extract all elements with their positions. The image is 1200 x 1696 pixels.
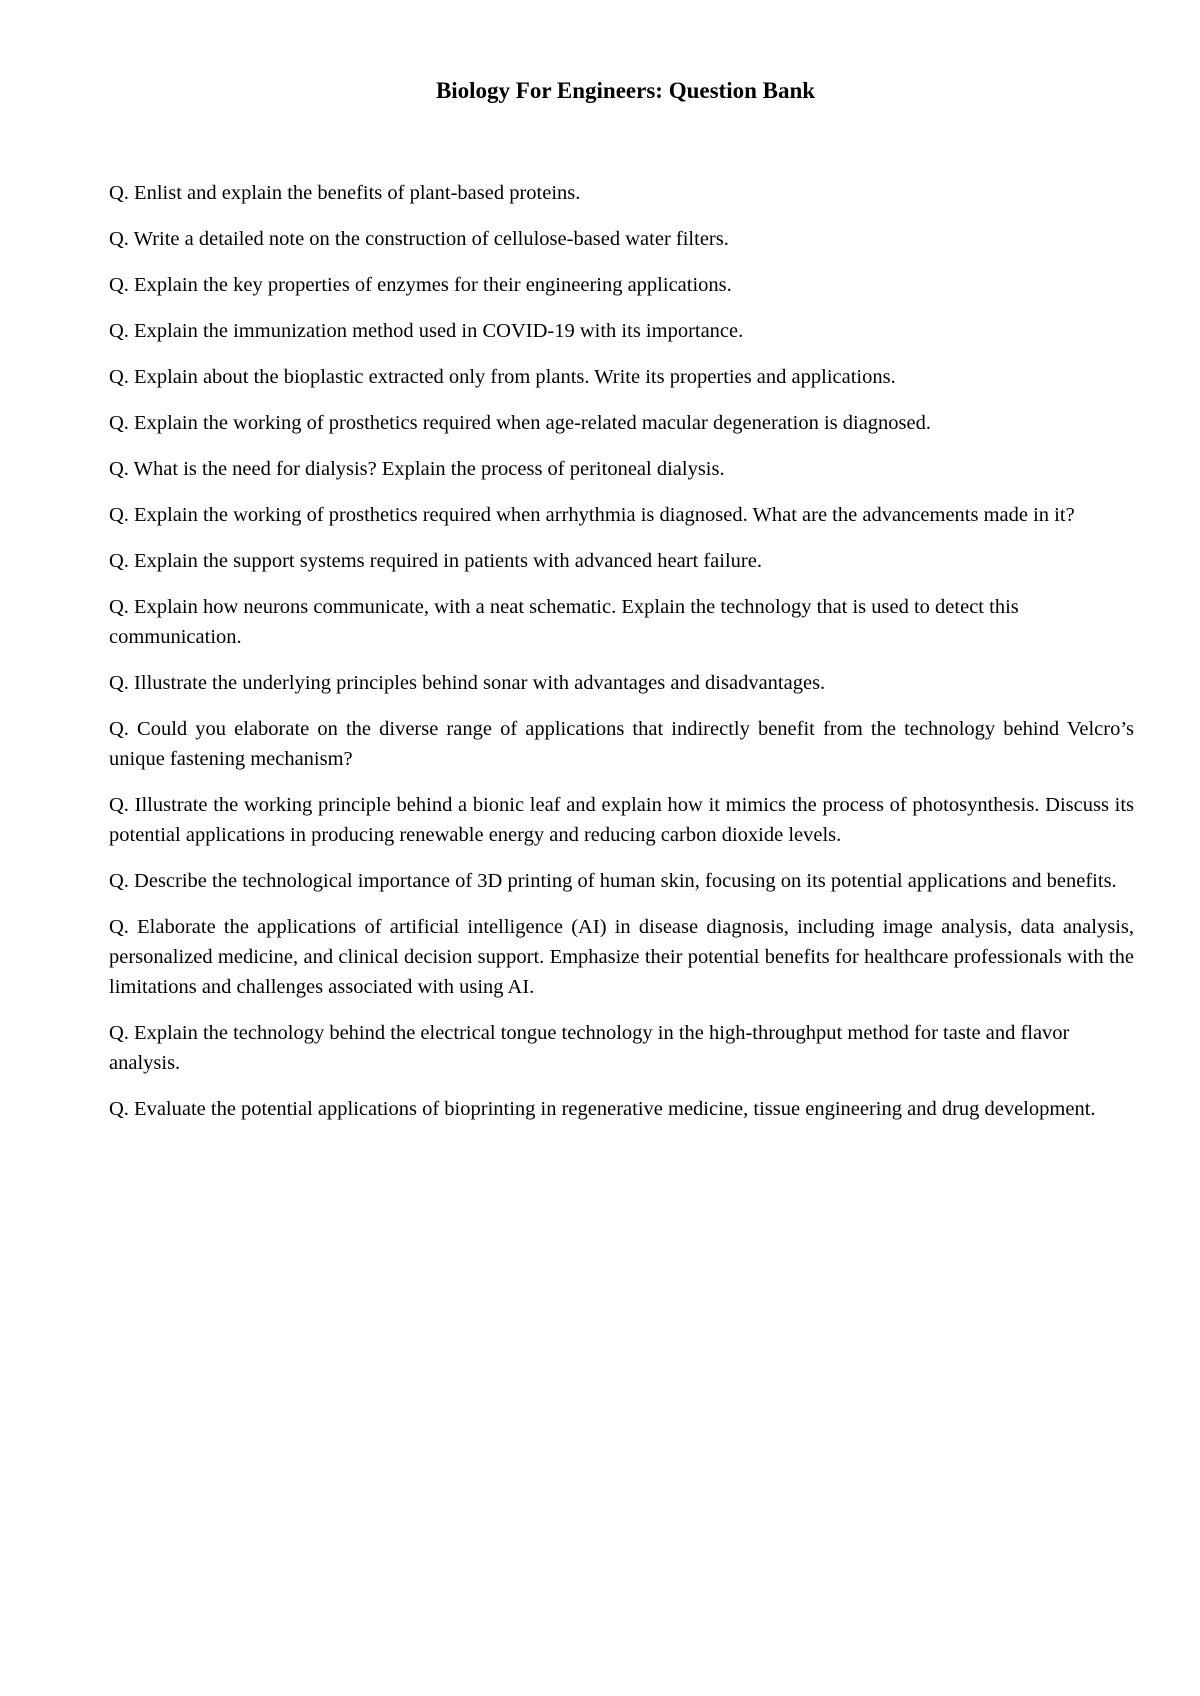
question-item: Q. Write a detailed note on the construction of cellulose-based water filters. [109,228,729,250]
question-item: Q. Explain the key properties of enzymes for their engineering applications. [109,274,732,296]
document-title: Biology For Engineers: Question Bank [435,78,816,103]
question-item: Q. Explain about the bioplastic extracted only from plants. Write its properties and applications. [109,366,896,388]
question-item: Q. Enlist and explain the benefits of plant-based proteins. [109,182,581,204]
question-item: Q. Evaluate the potential applications of bioprinting in regenerative medicine, tissue engineering and drug development. [109,1098,1096,1120]
question-item: Q. Illustrate the underlying principles behind sonar with advantages and disadvantages. [109,672,826,694]
question-item: Q. Elaborate the applications of artificial intelligence (AI) in disease diagnosis, including image analysis, data analysis, personalized medicine, and clinical decision support. Emphasize their potential benefits for healthcare professionals with the limitations and challenges associated with using AI. [109,916,1134,998]
question-item: Q. Explain the technology behind the electrical tongue technology in the high-throughput method for taste and flavor analysis. [109,1022,1070,1074]
question-list [109,178,1134,1124]
question-item: Q. Explain the working of prosthetics required when arrhythmia is diagnosed. What are the advancements made in it? [109,504,1075,526]
question-item: Q. Illustrate the working principle behind a bionic leaf and explain how it mimics the process of photosynthesis. Discuss its potential applications in producing renewable energy and reducing carbon dioxide levels. [109,794,1134,846]
question-item: Q. Could you elaborate on the diverse range of applications that indirectly benefit from the technology behind Velcro’s unique fastening mechanism? [109,718,1134,770]
question-item: Q. Explain how neurons communicate, with a neat schematic. Explain the technology that is used to detect this communication. [109,596,1019,648]
question-item: Q. Explain the immunization method used in COVID-19 with its importance. [109,320,744,342]
question-item: Q. Explain the working of prosthetics required when age-related macular degeneration is diagnosed. [109,412,931,434]
question-item: Q. Describe the technological importance of 3D printing of human skin, focusing on its potential applications and benefits. [109,870,1117,892]
question-item: Q. What is the need for dialysis? Explain the process of peritoneal dialysis. [109,458,725,480]
question-item: Q. Explain the support systems required in patients with advanced heart failure. [109,550,762,572]
